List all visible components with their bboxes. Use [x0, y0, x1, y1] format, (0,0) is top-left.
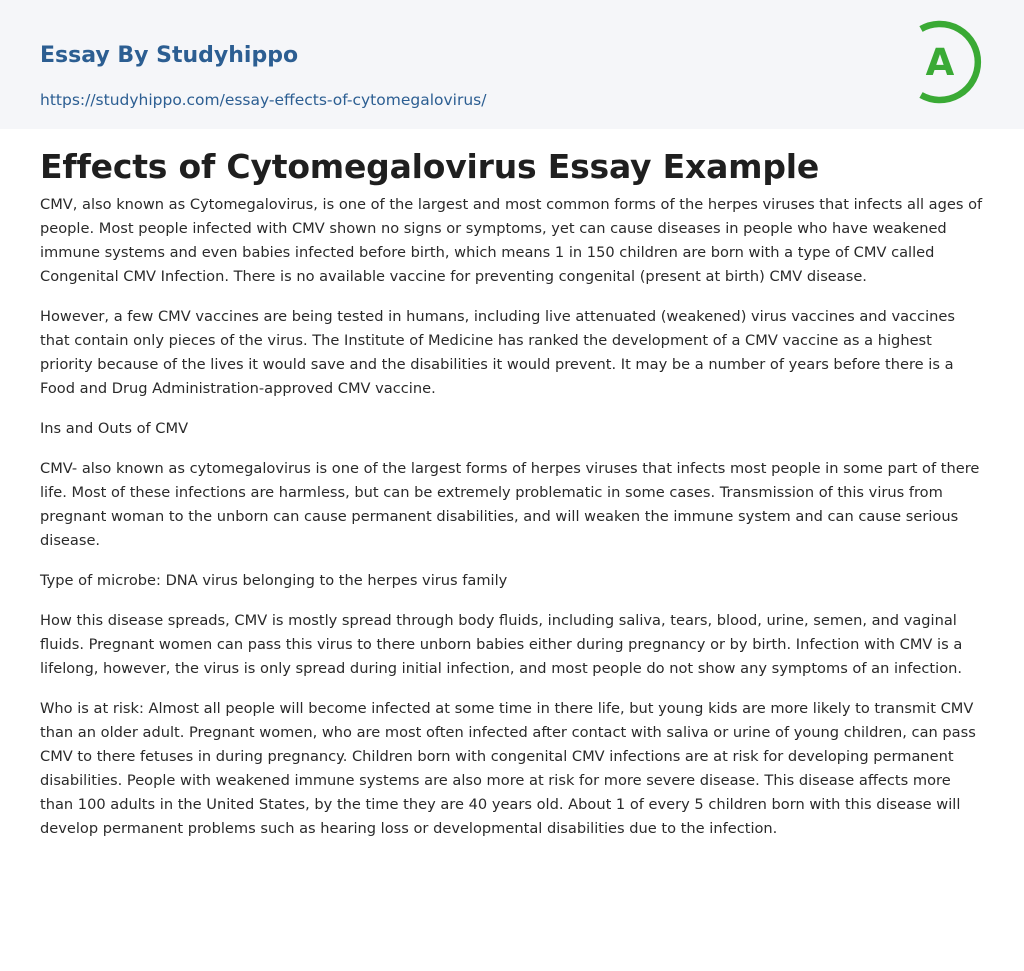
article-paragraph: However, a few CMV vaccines are being tested in humans, including live attenuated (weakened) virus vaccines and vaccines that contain only pieces of the virus. The Institute of Medicine has ranked the development of a CMV vaccine as a highest priority because of the lives it would save and the disabilities it would prevent. It may be a number of years before there is a Food and Drug Administration-approved CMV vaccine.: [40, 308, 955, 397]
studyhippo-logo-icon[interactable]: [913, 19, 985, 105]
article: [0, 129, 1024, 841]
article-paragraph: Who is at risk: Almost all people will become infected at some time in there life, but young kids are more likely to transmit CMV than an older adult. Pregnant women, who are most often infected after contact with saliva or urine of young children, can pass CMV to there fetuses in during pregnancy. Children born with congenital CMV infections are at risk for developing permanent disabilities. People with weakened immune systems are also more at risk for more severe disease. This disease affects more than 100 adults in the United States, by the time they are 40 years old. About 1 of every 5 children born with this disease will develop permanent problems such as hearing loss or developmental disabilities due to the infection.: [40, 700, 976, 837]
source-url-link[interactable]: https://studyhippo.com/essay-effects-of-cytomegalovirus/: [40, 91, 487, 109]
article-subheading: Ins and Outs of CMV: [40, 420, 189, 437]
site-header: [0, 0, 1024, 129]
article-paragraph: CMV, also known as Cytomegalovirus, is one of the largest and most common forms of the herpes viruses that infects all ages of people. Most people infected with CMV shown no signs or symptoms, yet can cause diseases in people who have weakened immune systems and even babies infected before birth, which means 1 in 150 children are born with a type of CMV called Congenital CMV Infection. There is no available vaccine for preventing congenital (present at birth) CMV disease.: [40, 196, 983, 285]
logo-letter: A: [925, 41, 955, 84]
article-paragraph: CMV- also known as cytomegalovirus is one of the largest forms of herpes viruses that infects most people in some part of there life. Most of these infections are harmless, but can be extremely problematic in some cases. Transmission of this virus from pregnant woman to the unborn can cause permanent disabilities, and will weaken the immune system and can cause serious disease.: [40, 460, 980, 549]
article-paragraph: How this disease spreads, CMV is mostly spread through body fluids, including saliva, tears, blood, urine, semen, and vaginal fluids. Pregnant women can pass this virus to there unborn babies either during pregnancy or by birth. Infection with CMV is a lifelong, however, the virus is only spread during initial infection, and most people do not show any symptoms of an infection.: [40, 612, 963, 677]
article-paragraph: Type of microbe: DNA virus belonging to the herpes virus family: [40, 572, 508, 589]
site-brand[interactable]: Essay By Studyhippo: [40, 43, 299, 68]
article-title: Effects of Cytomegalovirus Essay Example: [40, 147, 820, 186]
